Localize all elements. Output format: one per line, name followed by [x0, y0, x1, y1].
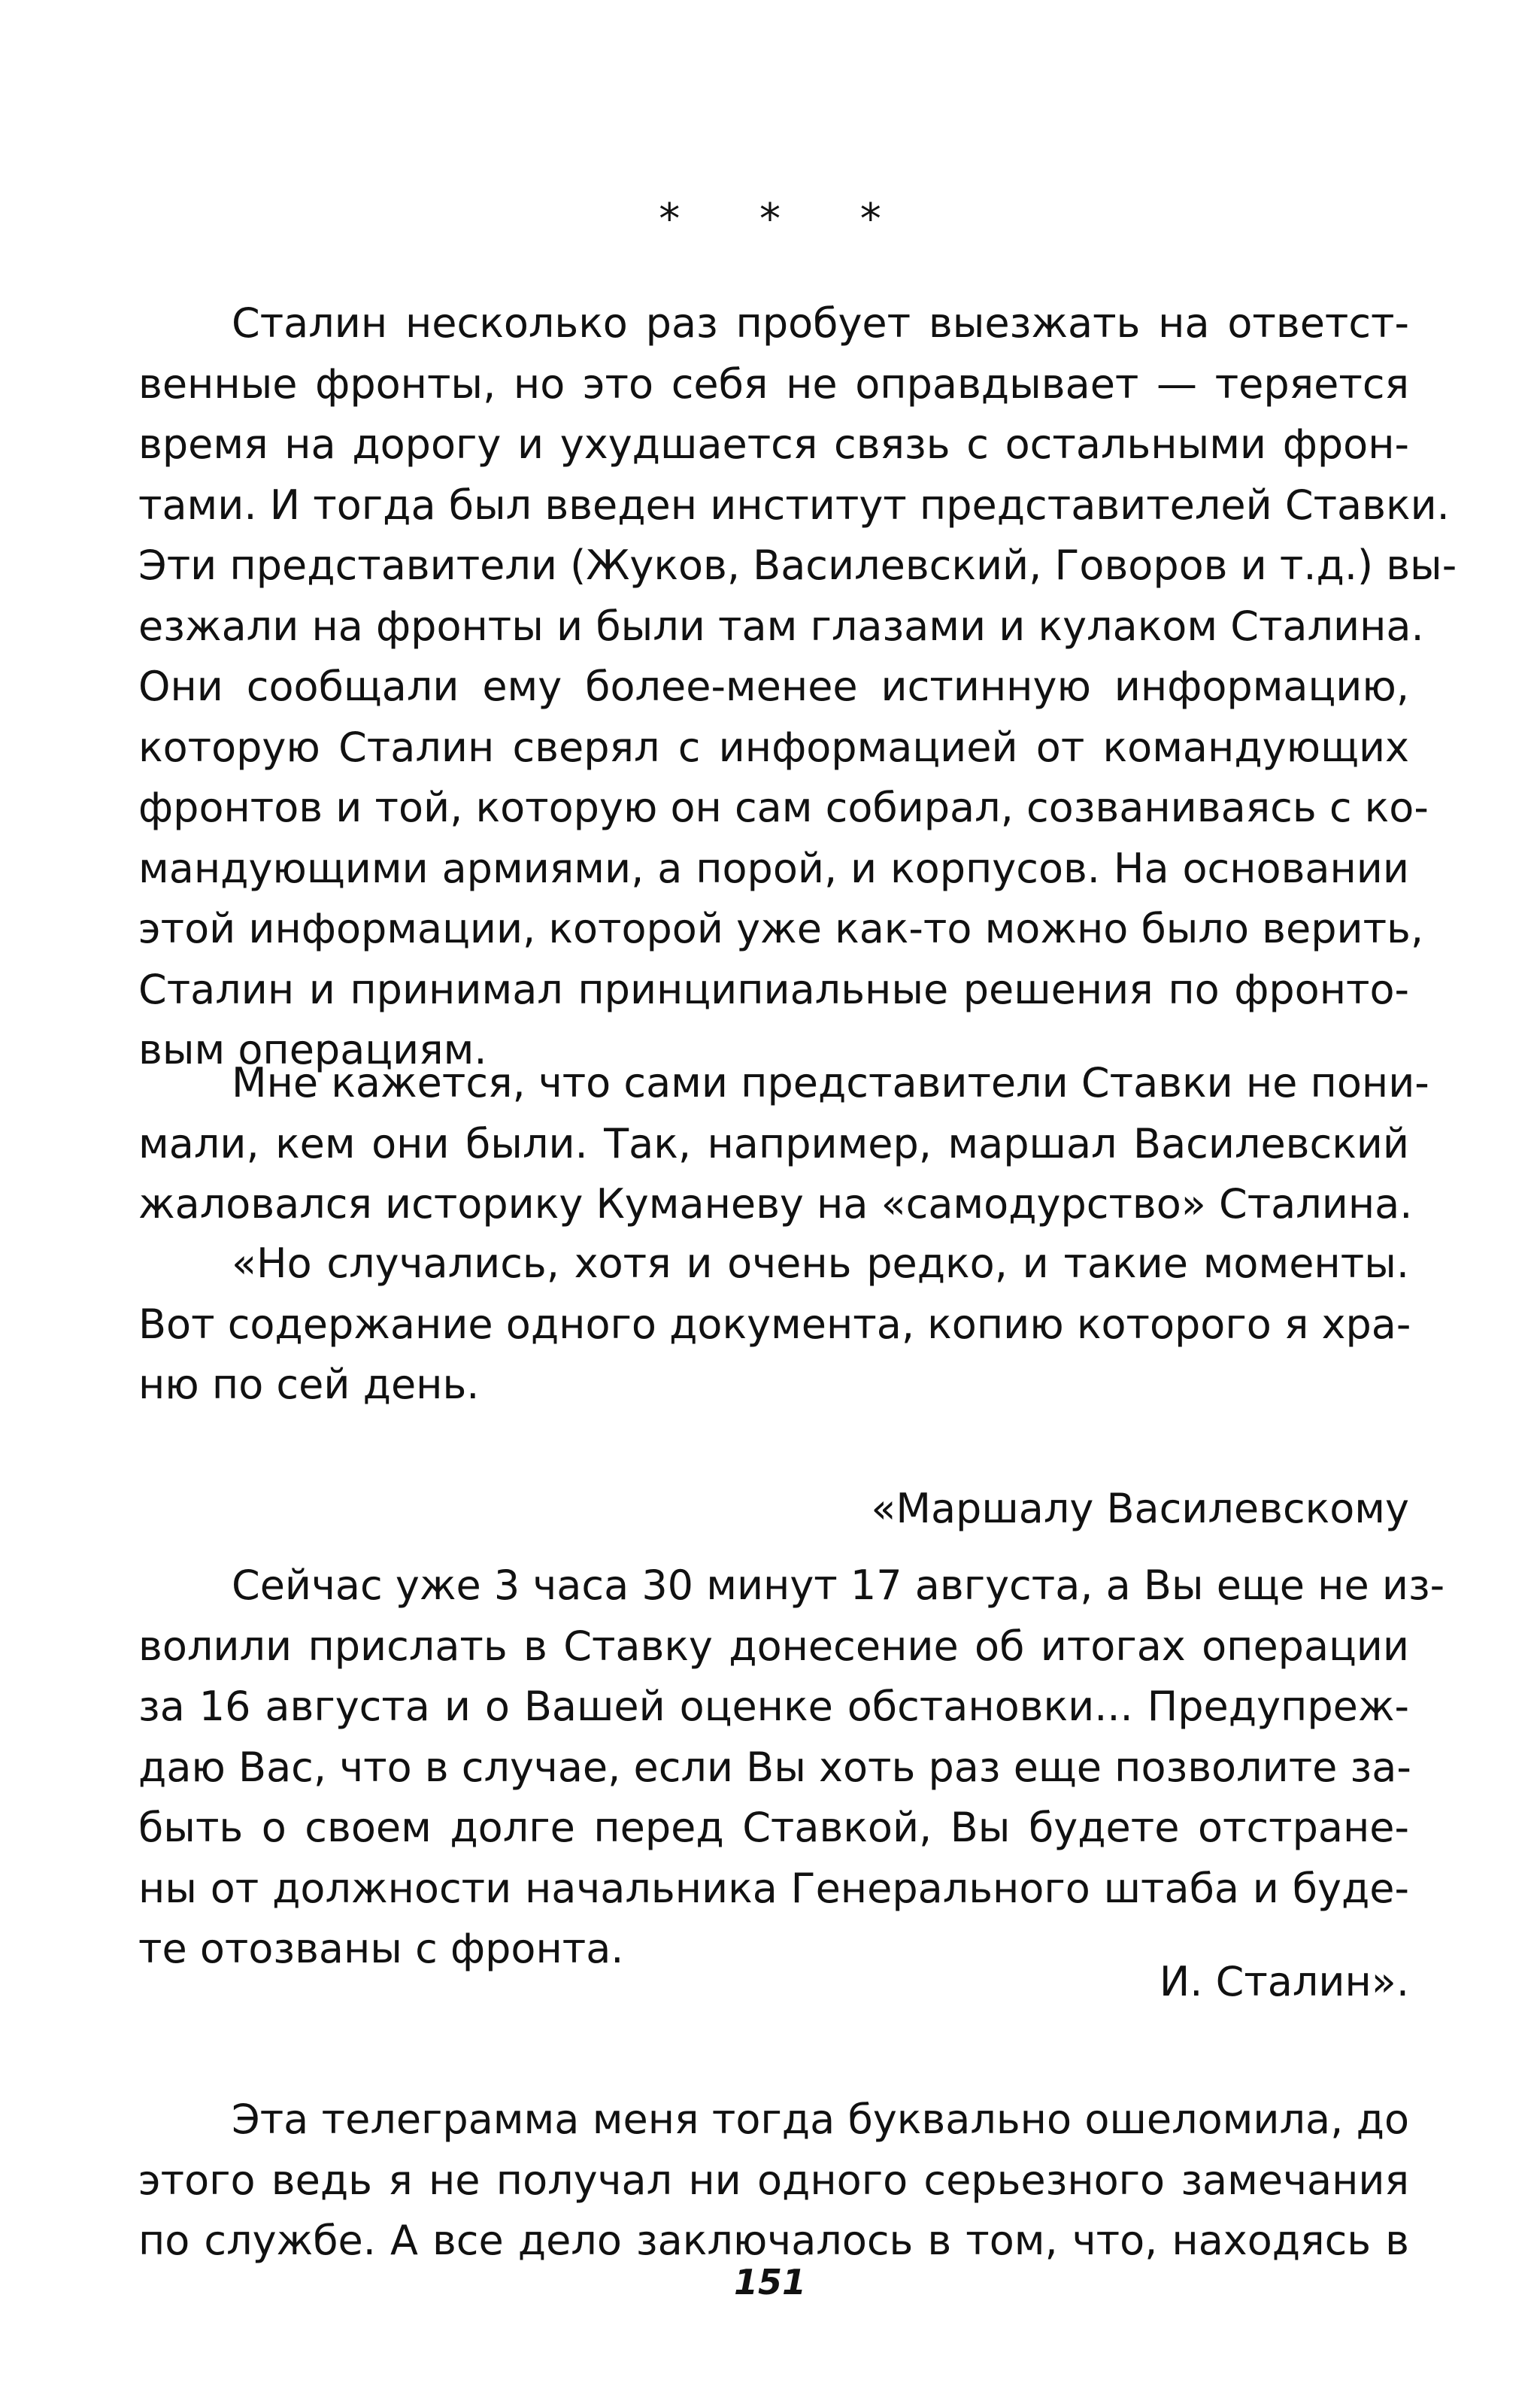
text-line: вым операциям. — [138, 1026, 487, 1073]
text-line: волили прислать в Ставку донесение об итогах операции — [138, 1622, 1409, 1670]
text-line: Сталин и принимал принципиальные решения по фронто- — [138, 965, 1409, 1013]
text-line: мали, кем они были. Так, например, маршал Василевский — [138, 1119, 1409, 1167]
text-line: этой информации, которой уже как-то можно было верить, — [138, 905, 1424, 952]
text-line: ню по сей день. — [138, 1361, 480, 1408]
text-line: даю Вас, что в случае, если Вы хоть раз еще позволите за- — [138, 1743, 1411, 1791]
text-line: венные фронты, но это себя не оправдывает — теряется — [138, 360, 1409, 408]
text-line: Мне кажется, что сами представители Ставки не пони- — [232, 1059, 1429, 1106]
letter-salutation: «Маршалу Василевскому — [871, 1485, 1409, 1532]
paragraph-5 — [138, 2090, 1409, 2272]
text-line: Сталин несколько раз пробует выезжать на ответст- — [232, 299, 1409, 347]
text-line: время на дорогу и ухудшается связь с остальными фрон- — [138, 420, 1409, 468]
text-line: тами. И тогда был введен институт представителей Ставки. — [138, 481, 1450, 529]
text-line: быть о своем долге перед Ставкой, Вы будете отстране- — [138, 1804, 1409, 1851]
text-line: «Но случались, хотя и очень редко, и такие моменты. — [232, 1240, 1409, 1287]
text-line: Эта телеграмма меня тогда буквально ошеломила, до — [232, 2096, 1409, 2143]
letter-signature: И. Сталин». — [1159, 1958, 1409, 2005]
paragraph-1 — [138, 293, 1457, 1081]
text-line: Вот содержание одного документа, копию которого я хра- — [138, 1300, 1411, 1348]
text-line: этого ведь я не получал ни одного серьезного замечания — [138, 2156, 1409, 2204]
paragraph-3 — [138, 1234, 1409, 1416]
page-number: 151 — [733, 2262, 807, 2302]
paragraph-2 — [138, 1053, 1429, 1235]
text-line: мандующими армиями, а порой, и корпусов. На основании — [138, 844, 1409, 892]
text-line: Они сообщали ему более-менее истинную информацию, — [138, 663, 1409, 710]
text-line: ны от должности начальника Генерального штаба и буде- — [138, 1864, 1409, 1912]
text-line: езжали на фронты и были там глазами и кулаком Сталина. — [138, 602, 1424, 650]
text-line: по службе. А все дело заключалось в том, что, находясь в — [138, 2217, 1409, 2264]
paragraph-4-letter-body — [138, 1556, 1445, 1980]
section-separator: * * * — [659, 195, 914, 244]
text-line: жаловался историку Куманеву на «самодурство» Сталина. — [138, 1180, 1413, 1228]
text-line: те отозваны с фронта. — [138, 1925, 624, 1972]
text-line: за 16 августа и о Вашей оценке обстановки... Предупреж- — [138, 1683, 1409, 1730]
text-line: Сейчас уже 3 часа 30 минут 17 августа, а Вы еще не из- — [232, 1562, 1445, 1609]
text-line: фронтов и той, которую он сам собирал, созваниваясь с ко- — [138, 784, 1429, 831]
text-line: которую Сталин сверял с информацией от командующих — [138, 723, 1409, 771]
text-line: Эти представители (Жуков, Василевский, Говоров и т.д.) вы- — [138, 542, 1457, 589]
